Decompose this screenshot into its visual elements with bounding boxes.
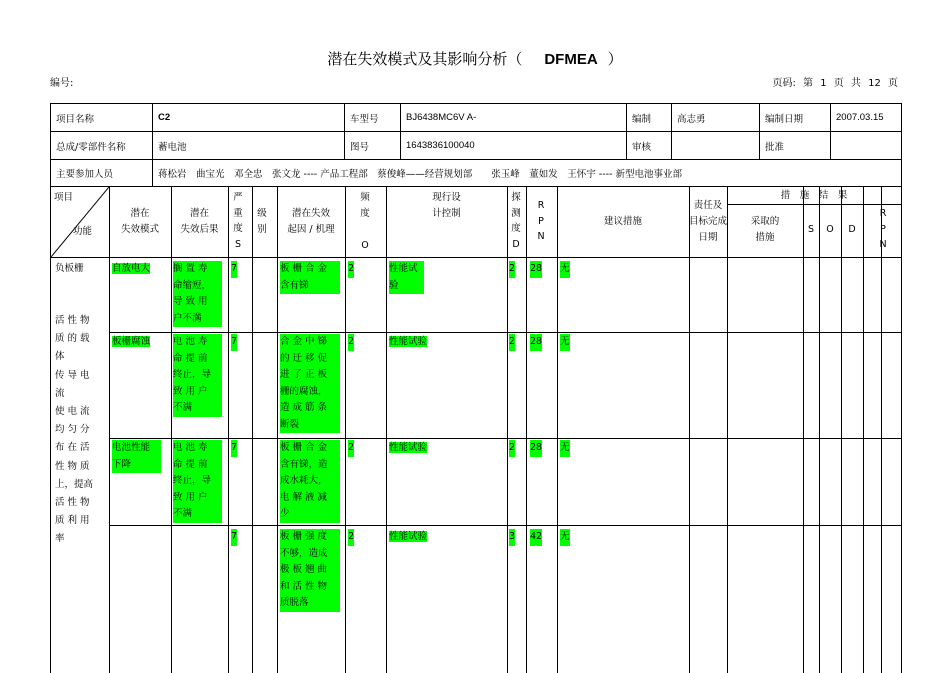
row-4-d: 3 — [509, 529, 515, 546]
header-control: 现行设 计控制 — [432, 192, 461, 219]
review-label: 审核 — [627, 132, 672, 159]
editor-value: 高志勇 — [672, 104, 760, 131]
row-1-cause: 板 栅 合 金 含有锑 — [280, 261, 340, 294]
row-1-s: 7 — [231, 261, 237, 278]
info-row-3 — [51, 160, 901, 187]
row-1-action: 无 — [560, 261, 570, 278]
header-failure-effect: 潜在 失效后果 — [180, 208, 219, 235]
row-4-action: 无 — [560, 529, 570, 546]
header-s: S — [807, 224, 815, 235]
review-value — [672, 132, 760, 159]
header-recommended: 建议措施 — [603, 216, 642, 227]
row-3-control: 性能试验 — [389, 442, 428, 453]
row-3-action: 无 — [560, 440, 570, 457]
header-occurrence: 频 度 O — [360, 192, 370, 251]
row-1-control: 性能试 验 — [389, 261, 424, 294]
part-value: 蓄电池 — [153, 132, 345, 159]
row-2-mode: 板栅腐蚀 — [112, 336, 151, 347]
header-item: 项目 — [54, 192, 74, 203]
header-rpn: R P N — [537, 200, 545, 242]
drawing-label: 图号 — [345, 132, 401, 159]
header-measures-result: 措 施 结 果 — [780, 190, 848, 201]
editor-label: 编制 — [627, 104, 672, 131]
model-value: BJ6438MC6V A- — [401, 104, 627, 131]
row-3-cause: 板 栅 合 金 含有锑，造 成水耗大， 电 解 液 减 少 — [280, 440, 340, 523]
header-cause: 潜在失效 起因 / 机理 — [287, 208, 335, 235]
row-3-rpn: 28 — [530, 440, 542, 457]
page-info: 页码: 第 1 页 共 12 页 — [772, 78, 898, 89]
number-label: 编号: — [50, 78, 74, 89]
row-1-rpn: 28 — [530, 261, 542, 278]
row-2-control: 性能试验 — [389, 336, 428, 347]
header-o: O — [826, 224, 834, 235]
row-3-d: 2 — [509, 440, 515, 457]
component-function: 活 性 物 质 的 载 体 传 导 电 流 使 电 流 均 匀 分 布 在 活 性 物 质 上，提高 活 性 物 质 利 用 率 — [55, 315, 94, 545]
row-2-s: 7 — [231, 334, 237, 351]
row-3-effect: 电 池 寿 命 提 前 终止，导 致 用 户 不满 — [173, 440, 222, 523]
header-severity: 严 重 度 S — [233, 192, 243, 250]
date-label: 编制日期 — [760, 104, 831, 131]
row-4-rpn: 42 — [530, 529, 542, 546]
row-2-cause: 合 金 中 锑 的 迁 移 促 进 了 正 板 栅的腐蚀， 造 成 筋 条 断裂 — [280, 334, 340, 433]
row-2-o: 2 — [348, 334, 354, 351]
row-3-o: 2 — [348, 440, 354, 457]
row-2-d: 2 — [509, 334, 515, 351]
row-4-s: 7 — [231, 529, 237, 546]
component-name: 负板栅 — [55, 263, 84, 274]
row-4-cause: 板 栅 强 度 不够，造成 极 板 翘 曲 和 活 性 物 质脱落 — [280, 529, 340, 612]
project-name-value: C2 — [153, 104, 345, 131]
document-title — [0, 48, 950, 69]
title-en: DFMEA — [544, 51, 598, 68]
row-3-s: 7 — [231, 440, 237, 457]
row-4-control: 性能试验 — [389, 531, 428, 542]
row-1-o: 2 — [348, 261, 354, 278]
info-row-2 — [51, 132, 901, 160]
header-detection: 探 测 度 D — [511, 192, 521, 250]
title-cn: 潜在失效模式及其影响分析（ — [327, 50, 523, 68]
row-2-action: 无 — [560, 334, 570, 351]
approve-label: 批准 — [760, 132, 831, 159]
row-1-mode: 自放电大 — [112, 263, 151, 274]
model-label: 车型号 — [345, 104, 401, 131]
row-2-effect: 电 池 寿 命 提 前 终止，导 致 用 户 不满 — [173, 334, 222, 417]
row-1-d: 2 — [509, 261, 515, 278]
header-class: 级 别 — [257, 208, 267, 235]
header-function: 功能 — [73, 226, 93, 237]
title-close: ） — [607, 50, 623, 68]
header-actions-taken: 采取的 措施 — [750, 216, 780, 243]
date-value: 2007.03.15 — [836, 112, 884, 123]
approve-value — [831, 132, 901, 159]
row-4-o: 2 — [348, 529, 354, 546]
header-d: D — [848, 224, 856, 235]
header-rpn2: R P N — [879, 208, 887, 250]
drawing-value: 1643836100040 — [401, 132, 627, 159]
members-label: 主要参加人员 — [51, 160, 153, 186]
row-1-effect: 搁 置 寿 命缩短， 导 致 用 户不满 — [173, 261, 222, 327]
row-3-mode: 电池性能 下降 — [112, 440, 161, 473]
header-responsibility: 责任及 目标完成 日期 — [688, 200, 727, 243]
info-row-1 — [51, 104, 901, 132]
fmea-table — [50, 103, 902, 673]
part-label: 总成/零部件名称 — [51, 132, 153, 159]
members-value: 蒋松岩 曲宝光 邓全忠 张文龙 ---- 产品工程部 蔡俊峰——经营规划部 张玉峰 董如发 王怀宇 ---- 新型电池事业部 — [158, 169, 683, 180]
header-failure-mode: 潜在 失效模式 — [120, 208, 159, 235]
project-name-label: 项目名称 — [51, 104, 153, 131]
row-2-rpn: 28 — [530, 334, 542, 351]
